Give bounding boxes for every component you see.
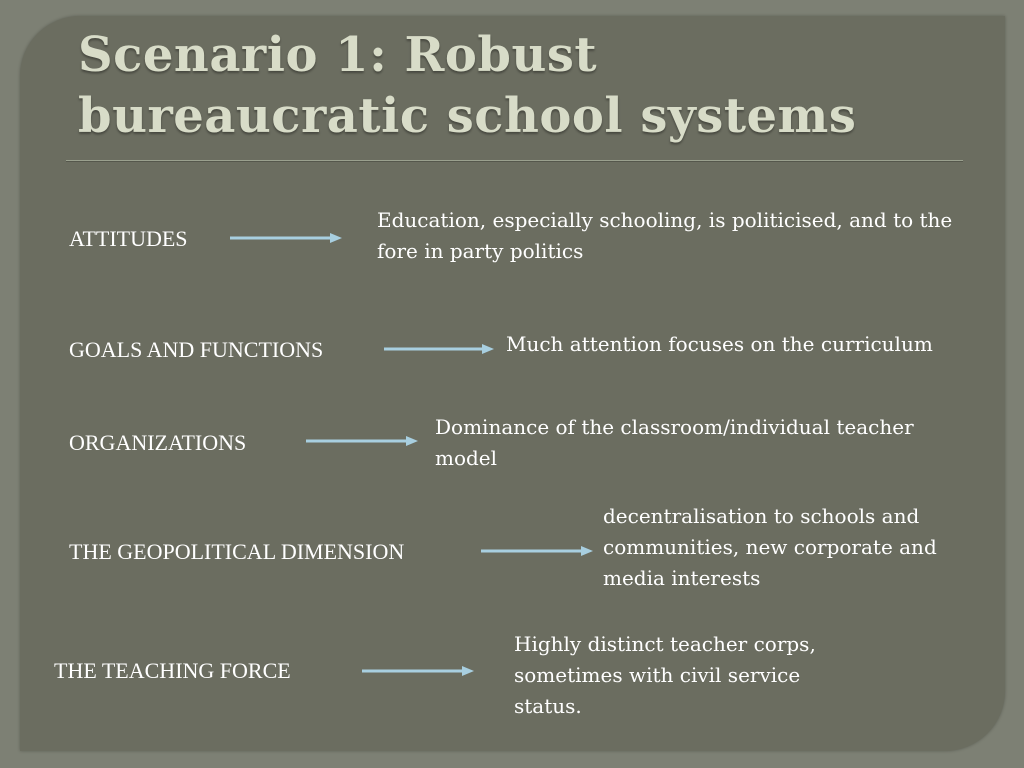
arrow-right-icon <box>360 663 476 679</box>
row-label-organizations: ORGANIZATIONS <box>69 430 247 455</box>
row-description-teaching-force: Highly distinct teacher corps, sometimes with civil service status. <box>514 632 816 718</box>
arrow-right-icon <box>228 230 344 246</box>
row-description-goals-and-functions: Much attention focuses on the curriculum <box>506 332 933 356</box>
arrow-right-icon <box>382 341 496 357</box>
row-label-teaching-force: THE TEACHING FORCE <box>54 658 291 683</box>
row-label-attitudes: ATTITUDES <box>69 226 188 251</box>
slide-title <box>78 25 978 147</box>
row-description-organizations: Dominance of the classroom/individual teacher model <box>435 415 914 470</box>
arrow-right-icon <box>304 433 420 449</box>
arrow-right-icon <box>479 543 595 559</box>
row-label-geopolitical-dimension: THE GEOPOLITICAL DIMENSION <box>69 539 405 564</box>
row-label-goals-and-functions: GOALS AND FUNCTIONS <box>69 337 324 362</box>
title-line-1: Scenario 1: Robust <box>78 27 598 83</box>
title-line-2: bureaucratic school systems <box>78 88 857 144</box>
title-divider <box>66 160 963 162</box>
row-description-geopolitical-dimension: decentralisation to schools and communities, new corporate and media interests <box>603 504 937 590</box>
row-description-attitudes: Education, especially schooling, is politicised, and to the fore in party politics <box>377 208 953 263</box>
